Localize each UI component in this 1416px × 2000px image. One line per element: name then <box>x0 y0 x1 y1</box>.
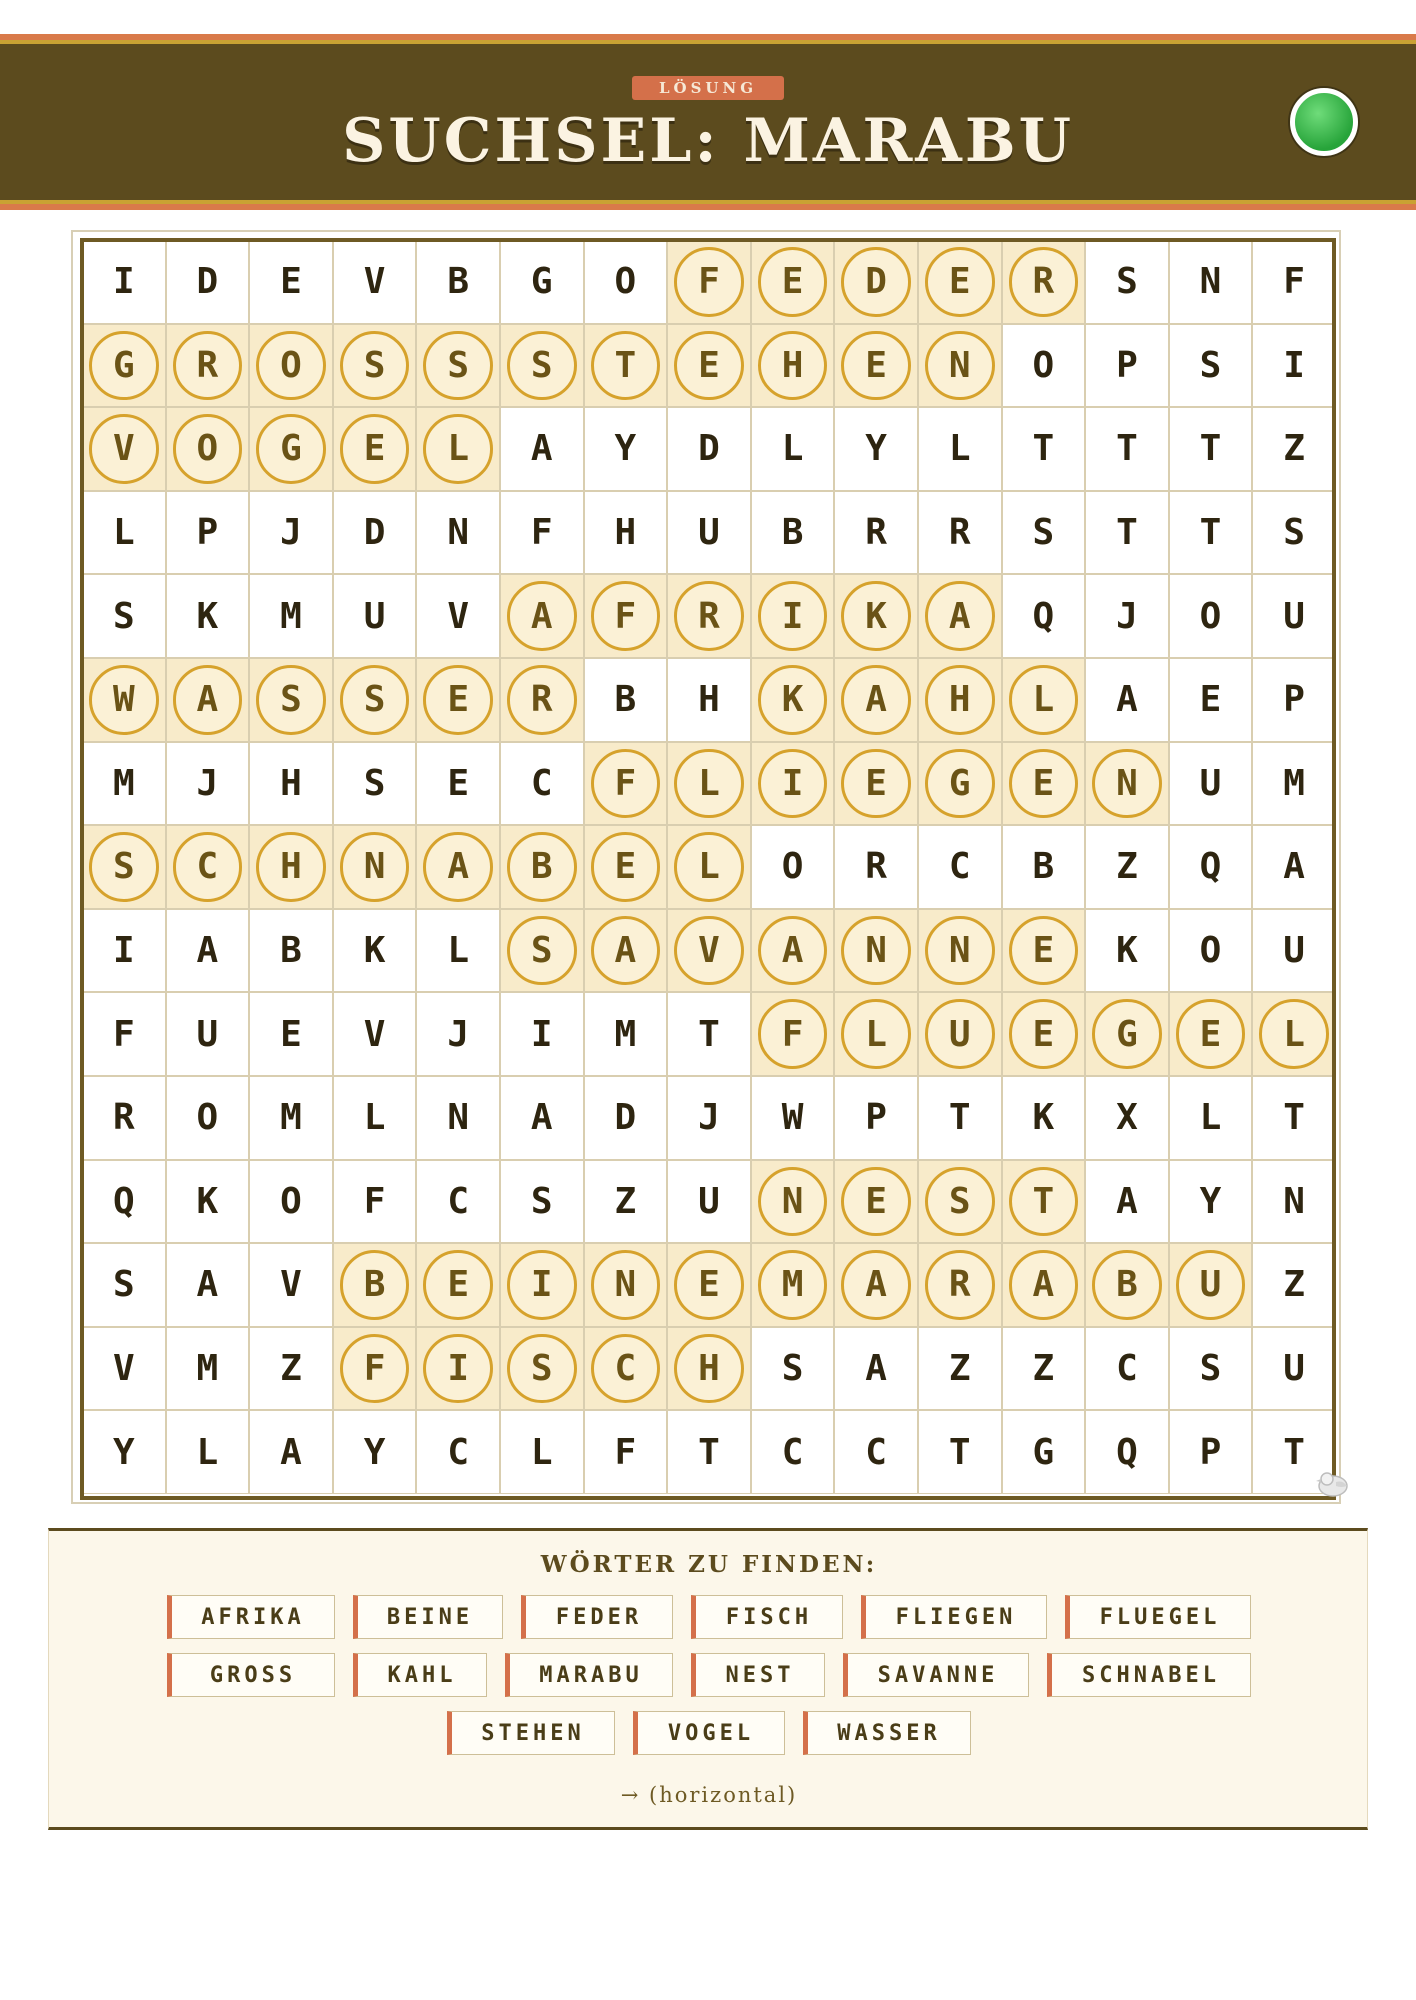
grid-letter: A <box>530 1097 553 1139</box>
grid-letter: A <box>1283 846 1305 888</box>
grid-letter: J <box>698 1097 720 1139</box>
grid-letter: T <box>698 1013 720 1055</box>
grid-letter: K <box>363 930 386 972</box>
grid-letter: R <box>865 846 887 888</box>
grid-letter: L <box>530 1431 553 1473</box>
grid-letter: I <box>530 1013 553 1055</box>
grid-letter: P <box>1283 679 1305 721</box>
grid-letter: S <box>781 1348 804 1390</box>
grid-letter: D <box>698 428 720 470</box>
grid-letter: E <box>781 261 804 303</box>
grid-letter: I <box>781 595 804 637</box>
grid-letter: O <box>1032 344 1055 386</box>
grid-letter: J <box>447 1013 470 1055</box>
grid-letter: F <box>530 512 553 554</box>
grid-letter: H <box>614 512 637 554</box>
grid-letter: B <box>363 1264 386 1306</box>
grid-letter: C <box>614 1348 637 1390</box>
grid-letter: Y <box>112 1431 135 1473</box>
word-list-row <box>49 1711 1369 1755</box>
grid-letter: Z <box>1116 846 1138 888</box>
word-chip-kahl[interactable]: KAHL <box>353 1653 487 1697</box>
grid-letter: E <box>447 1264 470 1306</box>
grid-letter: E <box>865 344 887 386</box>
grid-letter: Z <box>280 1348 302 1390</box>
grid-letter: B <box>447 261 470 303</box>
grid-letter: L <box>1199 1097 1222 1139</box>
grid-letter: U <box>1283 595 1305 637</box>
grid-letter: Y <box>363 1431 386 1473</box>
grid-letter: N <box>1116 762 1138 804</box>
grid-letter: T <box>1283 1097 1305 1139</box>
grid-letter: M <box>781 1264 804 1306</box>
grid-letter: I <box>112 930 135 972</box>
grid-letter: L <box>698 762 720 804</box>
grid-letter: A <box>1032 1264 1055 1306</box>
grid-letter: F <box>781 1013 804 1055</box>
grid-letter: W <box>781 1097 804 1139</box>
grid-letter: E <box>948 261 971 303</box>
word-chip-gross[interactable]: GROSS <box>167 1653 335 1697</box>
grid-letter: G <box>1032 1431 1055 1473</box>
grid-letter: S <box>363 762 386 804</box>
grid-letter: S <box>447 344 470 386</box>
grid-letter: L <box>698 846 720 888</box>
word-chip-fluegel[interactable]: FLUEGEL <box>1065 1595 1251 1639</box>
grid-letter: I <box>781 762 804 804</box>
grid-letter: T <box>948 1097 971 1139</box>
grid-letter: Y <box>614 428 637 470</box>
grid-letter: C <box>530 762 553 804</box>
grid-letter: N <box>447 1097 470 1139</box>
grid-letter: Q <box>112 1180 135 1222</box>
grid-letter: B <box>614 679 637 721</box>
grid-letter: R <box>698 595 720 637</box>
grid-letter: O <box>614 261 637 303</box>
grid-letter: T <box>1032 428 1055 470</box>
grid-letter: T <box>698 1431 720 1473</box>
word-chip-fisch[interactable]: FISCH <box>691 1595 843 1639</box>
grid-letter: S <box>280 679 302 721</box>
grid-letter: E <box>1032 1013 1055 1055</box>
grid-letter: E <box>363 428 386 470</box>
grid-letter: U <box>1199 762 1222 804</box>
grid-letter: A <box>948 595 971 637</box>
grid-letter: V <box>112 1348 135 1390</box>
grid-letter: U <box>363 595 386 637</box>
grid-letter: D <box>865 261 887 303</box>
grid-letter: M <box>1283 762 1305 804</box>
grid-letter: X <box>1116 1097 1138 1139</box>
grid-letter: K <box>1032 1097 1055 1139</box>
grid-letter: N <box>865 930 887 972</box>
grid-letter: O <box>280 1180 302 1222</box>
grid-letter: U <box>698 512 720 554</box>
grid-letter: H <box>781 344 804 386</box>
grid-letter: S <box>530 930 553 972</box>
grid-letter: L <box>112 512 135 554</box>
grid-letter: T <box>1199 512 1222 554</box>
grid-letter: L <box>948 428 971 470</box>
grid-letter: H <box>698 1348 720 1390</box>
grid-letter: R <box>948 512 971 554</box>
grid-letter: N <box>447 512 470 554</box>
grid-letter: J <box>196 762 219 804</box>
grid-letter: N <box>781 1180 804 1222</box>
grid-letter: H <box>948 679 971 721</box>
grid-letter: Y <box>865 428 887 470</box>
grid-letter: U <box>1283 930 1305 972</box>
grid-letter: J <box>280 512 302 554</box>
grid-letter: K <box>196 1180 219 1222</box>
grid-letter: O <box>280 344 302 386</box>
grid-letter: J <box>1116 595 1138 637</box>
grid-letter: H <box>698 679 720 721</box>
grid-letter: Z <box>1032 1348 1055 1390</box>
grid-letter: S <box>530 1348 553 1390</box>
grid-letter: V <box>280 1264 302 1306</box>
grid-letter: E <box>614 846 637 888</box>
grid-letter: S <box>112 846 135 888</box>
word-chip-beine[interactable]: BEINE <box>353 1595 503 1639</box>
grid-letter: K <box>196 595 219 637</box>
grid-letter: N <box>1199 261 1222 303</box>
word-chip-vogel[interactable]: VOGEL <box>633 1711 785 1755</box>
grid-letter: F <box>614 595 637 637</box>
grid-letter: C <box>948 846 971 888</box>
grid-letter: M <box>614 1013 637 1055</box>
grid-letter: U <box>196 1013 219 1055</box>
grid-letter: G <box>280 428 302 470</box>
grid-letter: Q <box>1199 846 1222 888</box>
grid-letter: B <box>1116 1264 1138 1306</box>
word-list-title: WÖRTER ZU FINDEN: <box>540 1551 878 1578</box>
grid-letter: A <box>781 930 804 972</box>
word-chip-afrika[interactable]: AFRIKA <box>167 1595 335 1639</box>
grid-letter: I <box>530 1264 553 1306</box>
grid-letter: A <box>196 1264 219 1306</box>
word-list-row <box>49 1653 1369 1697</box>
grid-letter: K <box>1116 930 1138 972</box>
grid-letter: P <box>1116 344 1138 386</box>
grid-letter: K <box>865 595 887 637</box>
grid-letter: M <box>280 1097 302 1139</box>
word-chip-schnabel[interactable]: SCHNABEL <box>1047 1653 1251 1697</box>
grid-letter: F <box>614 762 637 804</box>
grid-letter: E <box>1032 930 1055 972</box>
grid-letter: U <box>948 1013 971 1055</box>
grid-letter: L <box>1032 679 1055 721</box>
grid-letter: V <box>363 1013 386 1055</box>
grid-letter: A <box>447 846 470 888</box>
grid-letter: O <box>781 846 804 888</box>
grid-letter: V <box>698 930 720 972</box>
solution-badge: LÖSUNG <box>632 76 784 100</box>
grid-letter: S <box>1116 261 1138 303</box>
grid-letter: E <box>447 762 470 804</box>
grid-letter: K <box>781 679 804 721</box>
direction-hint: → (horizontal) <box>620 1783 798 1807</box>
grid-letter: E <box>447 679 470 721</box>
grid-letter: G <box>1116 1013 1138 1055</box>
grid-letter: D <box>196 261 219 303</box>
grid-letter: F <box>363 1180 386 1222</box>
grid-letter: Q <box>1116 1431 1138 1473</box>
grid-letter: L <box>196 1431 219 1473</box>
grid-letter: E <box>1199 679 1222 721</box>
grid-frame <box>80 238 1336 1500</box>
grid-letter: L <box>865 1013 887 1055</box>
grid-letter: C <box>447 1431 470 1473</box>
grid-letter: R <box>1032 261 1055 303</box>
grid-letter: F <box>1283 261 1305 303</box>
grid-letter: V <box>112 428 135 470</box>
grid-letter: N <box>948 930 971 972</box>
grid-letter: T <box>1283 1431 1305 1473</box>
word-chip-fliegen[interactable]: FLIEGEN <box>861 1595 1047 1639</box>
grid-letter: A <box>196 679 219 721</box>
grid-letter: E <box>698 344 720 386</box>
grid-letter: Z <box>1283 428 1305 470</box>
word-chip-feder[interactable]: FEDER <box>521 1595 673 1639</box>
grid-letter: A <box>530 595 553 637</box>
grid-letter: T <box>1199 428 1222 470</box>
grid-letter: P <box>865 1097 887 1139</box>
grid-letter: L <box>447 930 470 972</box>
grid-letter: A <box>614 930 637 972</box>
grid-letter: Z <box>1283 1264 1305 1306</box>
grid-letter: S <box>363 344 386 386</box>
grid-letter: M <box>280 595 302 637</box>
grid-letter: S <box>948 1180 971 1222</box>
grid-letter: G <box>948 762 971 804</box>
grid-letter: F <box>614 1431 637 1473</box>
grid-letter: I <box>1283 344 1305 386</box>
grid-letter: N <box>1283 1180 1305 1222</box>
grid-letter: F <box>363 1348 386 1390</box>
grid-letter: S <box>530 344 553 386</box>
grid-letter: U <box>698 1180 720 1222</box>
grid-letter: F <box>112 1013 135 1055</box>
grid-letter: G <box>112 344 135 386</box>
grid-letter: L <box>1283 1013 1305 1055</box>
grid-letter: B <box>280 930 302 972</box>
grid-letter: A <box>280 1431 302 1473</box>
grid-letter: V <box>447 595 470 637</box>
header-bar <box>0 34 1416 210</box>
grid-letter: A <box>1116 1180 1138 1222</box>
word-list-row <box>49 1595 1369 1639</box>
grid-letter: S <box>1199 1348 1222 1390</box>
grid-letter: L <box>363 1097 386 1139</box>
green-circle-icon[interactable] <box>1290 88 1358 156</box>
grid-letter: C <box>447 1180 470 1222</box>
grid-letter: R <box>865 512 887 554</box>
grid-letter: Z <box>614 1180 637 1222</box>
grid-letter: A <box>865 679 887 721</box>
grid-letter: L <box>781 428 804 470</box>
grid-letter: O <box>196 428 219 470</box>
grid-letter: U <box>1283 1348 1305 1390</box>
word-chip-wasser[interactable]: WASSER <box>803 1711 971 1755</box>
grid-letter: G <box>530 261 553 303</box>
grid-letter: N <box>614 1264 637 1306</box>
grid-letter: B <box>1032 846 1055 888</box>
grid-letter: M <box>112 762 135 804</box>
grid-letter: V <box>363 261 386 303</box>
grid-letter: S <box>112 595 135 637</box>
grid-letter: O <box>196 1097 219 1139</box>
grid-letter: S <box>1032 512 1055 554</box>
grid-letter: R <box>530 679 553 721</box>
grid-letter: T <box>1116 428 1138 470</box>
grid-letter: Y <box>1199 1180 1222 1222</box>
grid-letter: P <box>196 512 219 554</box>
grid-letter: S <box>1283 512 1305 554</box>
grid-letter: A <box>1116 679 1138 721</box>
grid-letter: S <box>530 1180 553 1222</box>
grid-letter: T <box>614 344 637 386</box>
grid-letter: O <box>1199 595 1222 637</box>
grid-letter: E <box>865 1180 887 1222</box>
grid-letter: A <box>196 930 219 972</box>
grid-letter: C <box>865 1431 887 1473</box>
grid-letter: F <box>698 261 720 303</box>
grid-letter: E <box>280 1013 302 1055</box>
grid-letter: C <box>196 846 219 888</box>
grid-letter: T <box>1032 1180 1055 1222</box>
grid-letter: B <box>530 846 553 888</box>
grid-letter: A <box>530 428 553 470</box>
grid-letter: L <box>447 428 470 470</box>
grid-letter: S <box>1199 344 1222 386</box>
grid-letter: N <box>948 344 971 386</box>
page-title: SUCHSEL: MARABU <box>342 106 1074 176</box>
grid-letter: P <box>1199 1431 1222 1473</box>
grid-letter: W <box>112 679 135 721</box>
word-chip-nest[interactable]: NEST <box>691 1653 825 1697</box>
grid-letter: T <box>1116 512 1138 554</box>
grid-letter: H <box>280 762 302 804</box>
grid-letter: R <box>948 1264 971 1306</box>
grid-letter: N <box>363 846 386 888</box>
grid-letter: E <box>1199 1013 1222 1055</box>
grid-letter: D <box>614 1097 637 1139</box>
grid-letter: H <box>280 846 302 888</box>
grid-letter: S <box>112 1264 135 1306</box>
grid-letter: C <box>1116 1348 1138 1390</box>
grid-letter: E <box>280 261 302 303</box>
grid-letter: A <box>865 1348 887 1390</box>
grid-letter: M <box>196 1348 219 1390</box>
grid-letter: E <box>1032 762 1055 804</box>
grid-letter: E <box>865 762 887 804</box>
grid-letter: A <box>865 1264 887 1306</box>
word-chip-marabu[interactable]: MARABU <box>505 1653 673 1697</box>
grid-letter: T <box>948 1431 971 1473</box>
grid-letter: C <box>781 1431 804 1473</box>
word-chip-stehen[interactable]: STEHEN <box>447 1711 615 1755</box>
grid-letter: E <box>698 1264 720 1306</box>
grid-letter: R <box>196 344 219 386</box>
word-list-panel <box>48 1528 1368 1830</box>
grid-letter: O <box>1199 930 1222 972</box>
grid-letter: Q <box>1032 595 1055 637</box>
grid-letter: I <box>447 1348 470 1390</box>
word-chip-savanne[interactable]: SAVANNE <box>843 1653 1029 1697</box>
grid-letter: U <box>1199 1264 1222 1306</box>
grid-letter: S <box>363 679 386 721</box>
grid-letter: D <box>363 512 386 554</box>
bird-icon <box>1316 1468 1350 1498</box>
grid-letter: B <box>781 512 804 554</box>
grid-letter: R <box>112 1097 135 1139</box>
grid-letter: Z <box>948 1348 971 1390</box>
grid-letter: I <box>112 261 135 303</box>
